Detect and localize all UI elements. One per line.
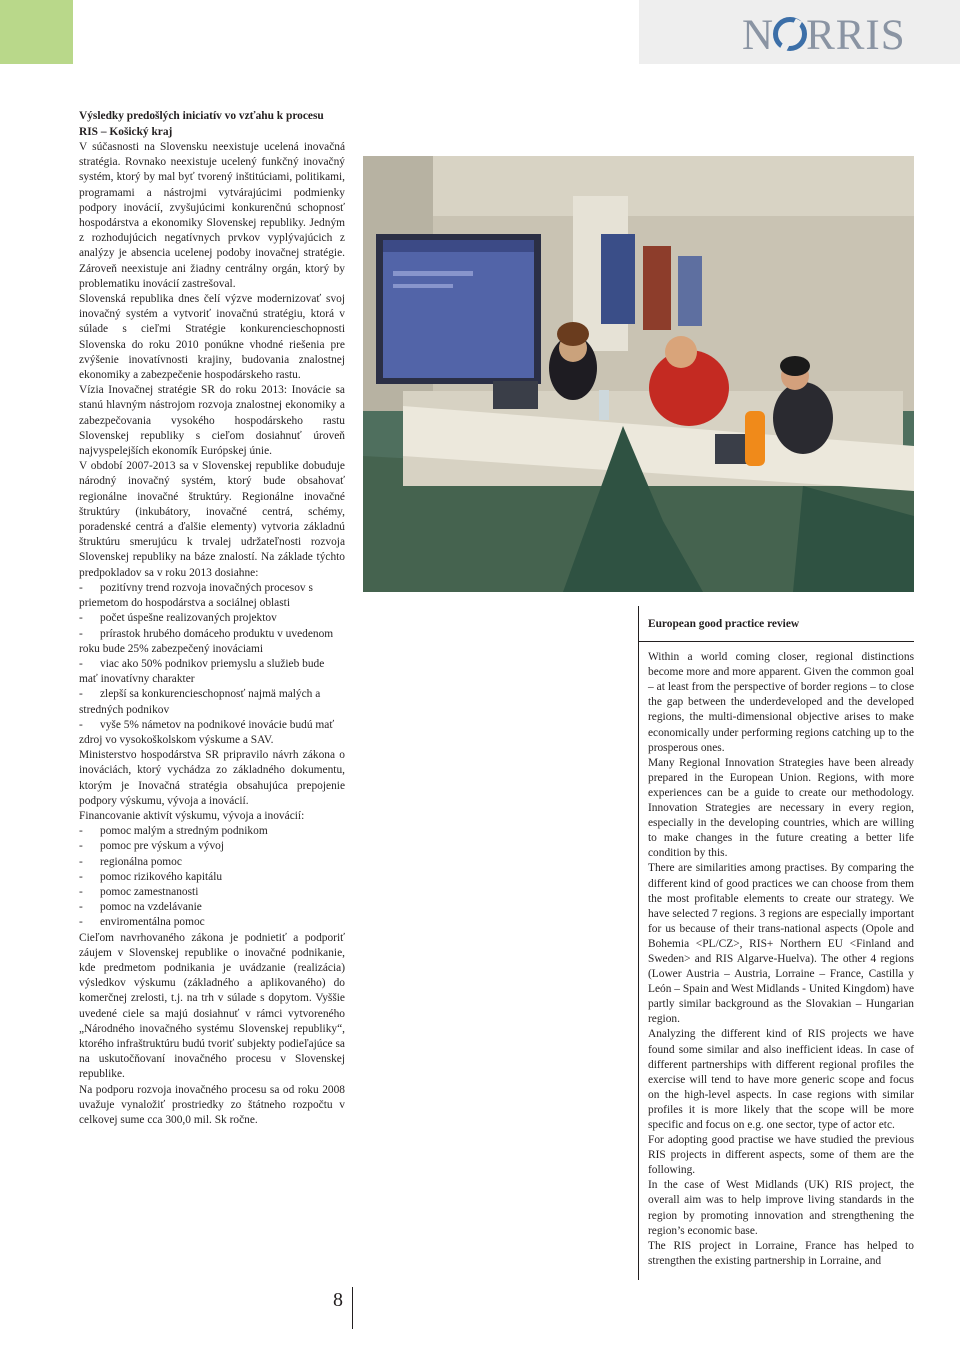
financing-item: - pomoc malým a stredným podnikom xyxy=(79,825,268,838)
goal-item: - prírastok hrubého domáceho produktu v uvedenom roku bude 25% zabezpečený inováciami xyxy=(79,627,334,655)
paragraph: Na podporu rozvoja inovačného procesu sa od roku 2008 uvažuje vynaložiť prostriedky zo štátneho rozpočtu v celkovej sume cca 300,0 mil. Sk ročne. xyxy=(79,1083,345,1126)
right-column xyxy=(648,617,914,1269)
section-title: European good practice review xyxy=(648,618,800,630)
goal-item: - zlepší sa konkurencieschopnosť najmä malých a stredných podnikov xyxy=(79,688,321,716)
financing-item: - enviromentálna pomoc xyxy=(79,916,205,929)
financing-item: - pomoc na vzdelávanie xyxy=(79,901,202,914)
goal-item: - vyše 5% námetov na podnikové inovácie budú mať zdroj vo vysokoškolskom výskume a SAV. xyxy=(79,718,335,746)
section-heading: Výsledky predošlých iniciatív vo vzťahu k procesu RIS – Košický kraj xyxy=(79,110,324,138)
meeting-photo xyxy=(363,156,914,592)
norris-logo: N RRIS xyxy=(742,12,906,59)
title-rule xyxy=(639,641,914,642)
paragraph: Within a world coming closer, regional distinctions become more and more apparent. Given the common goal – at least from the perspective of border regions – to close the gap between the underdeveloped and the developed regions, the multi-dimensional objective arises to make economically under performing regions catching up to the prosperous ones. xyxy=(648,651,914,754)
paragraph: In the case of West Midlands (UK) RIS project, the overall aim was to help improve living standards in the region by promoting innovation and strengthening the region’s economic base. xyxy=(648,1179,914,1237)
left-column xyxy=(79,109,345,1128)
paragraph: Vízia Inovačnej stratégie SR do roku 2013: Inovácie sa stanú hlavným nástrojom rozvoja znalostnej ekonomiky a zabezpečovania vysokého hospodárskeho rastu Slovenskej republiky s cieľom dosiahnuť úroveň najvyspelejších ekonomík Európskej únie. xyxy=(79,384,345,458)
green-corner-tab xyxy=(0,0,73,64)
paragraph: Ministerstvo hospodárstva SR pripravilo návrh zákona o inováciách, ktorý vychádza zo základného dokumentu, ktorým je Inovačná stratégia obsahujúca prepojenie podpory výskumu, vývoja a inovácií. xyxy=(79,749,345,807)
page-number: 8 xyxy=(333,1289,343,1311)
paragraph: V období 2007-2013 sa v Slovenskej republike dobuduje národný inovačný systém, ktorý bude obsahovať regionálne inovačné štruktúry. Regionálne inovačné štruktúry (inkubátory, inovačné centrá, schémy, poradenské centrá a ďalšie elementy) vytvoria základnú štruktúru smerujúcu k trvalej udržateľnosti rozvoja Slovenskej republiky na báze znalostí. Na základe týchto predpokladov sa v roku 2013 dosiahne: xyxy=(79,460,345,579)
paragraph: There are similarities among practises. By comparing the different kind of good practices we can choose from them the most profitable elements to create our strategy. We have selected 7 regions. 3 regions are especially important for us because of their trans-national aspects (Opole and Bohemia <PL/CZ>, RIS+ Northern EU <Finland and Sweden> and RIS Algarve-Huelva). The other 4 regions (Lower Austria – Austria, Lorraine – France, Castilla y León – Spain and West Midlands - United Kingdom) have partly similar background as the Slovakian – Hungarian region. xyxy=(648,862,915,1026)
goal-item: - počet úspešne realizovaných projektov xyxy=(79,612,277,625)
paragraph: The RIS project in Lorraine, France has helped to strengthen the existing partnership in Lorraine, and xyxy=(648,1239,914,1267)
goal-item: - viac ako 50% podnikov priemyslu a služieb bude mať inovatívny charakter xyxy=(79,657,325,686)
financing-item: - pomoc rizikového kapitálu xyxy=(79,870,223,883)
paragraph: Financovanie aktivít výskumu, vývoja a inovácií: xyxy=(79,809,305,822)
financing-item: - pomoc pre výskum a vývoj xyxy=(79,840,225,853)
column-divider xyxy=(638,606,639,1280)
paragraph: V súčasnosti na Slovensku neexistuje ucelená inovačná stratégia. Rovnako neexistuje ucelený funkčný inovačný systém, ktorý by mal byť tvorený inštitúciami, politikami, programami a nástrojmi vytvárajúcimi podmienky podpory inovácií, zvyšujúcimi konkurenčnú schopnosť hospodárstva a ekonomiky Slovenskej republiky. Jedným z rozhodujúcich negatívnych prvkov vyplývajúcich z analýzy je absencia ucelenej podoby inovačnej stratégie. Zároveň neexistuje ani žiadny centrálny orgán, ktorý by problematiku inovácií zastrešoval. xyxy=(79,141,345,290)
logo-ring-icon xyxy=(773,17,807,51)
paragraph: Many Regional Innovation Strategies have been already prepared in the European Union. Regions, with more experiences can be a guide to create our methodology. Innovation Strategies are necessary in every region, especially in the developing countries, which are willing to make changes in the future creating a better life condition by this. xyxy=(648,756,914,860)
goal-item: - pozitívny trend rozvoja inovačných procesov s priemetom do hospodárstva a sociálnej oblasti xyxy=(79,581,313,610)
financing-item: - pomoc zamestnanosti xyxy=(79,885,199,898)
paragraph: Slovenská republika dnes čelí výzve modernizovať svoj inovačný systém a vytvoriť inovačnú stratégiu, ktorá v súlade s cieľmi Stratégie konkurencieschopnosti Slovenska do roku 2010 ponúkne vhodné riešenia pre zvýšenie inovatívnosti krajiny, budovania znalostnej ekonomiky a zabezpečenie hospodárskeho rastu. xyxy=(79,293,345,382)
paragraph: Cieľom navrhovaného zákona je podnietiť a podporiť záujem v Slovenskej republike o inovačné podnikanie, kde predmetom podnikania je uvádzanie (realizácia) výsledkov výskumu (základného a aplikovaného) do komerčnej zrelosti, t.j. na trh v súlade s dopytom. Vyššie uvedené ciele sa majú dosiahnuť v rámci vytvoreného „Národného inovačného systému Slovenskej republiky“, ktorého infraštruktúru budú tvoriť subjekty podieľajúce sa na uskutočňovaní inovačného procesu v Slovenskej republike. xyxy=(79,931,345,1081)
paragraph: Analyzing the different kind of RIS projects we have found some similar and also inefficient ideas. In case of different partnerships with different regional profiles the exercise will tend to have more generic scope and focus on the high-level aspects. In case regions with similar profiles it is more likely that the scope will be more specific and focus on e.g. one sector, type of actor etc. xyxy=(648,1028,914,1131)
paragraph: For adopting good practise we have studied the previous RIS projects in different aspects, some of them are the following. xyxy=(648,1134,914,1177)
financing-item: - regionálna pomoc xyxy=(79,855,182,868)
page-number-rule xyxy=(352,1287,353,1329)
